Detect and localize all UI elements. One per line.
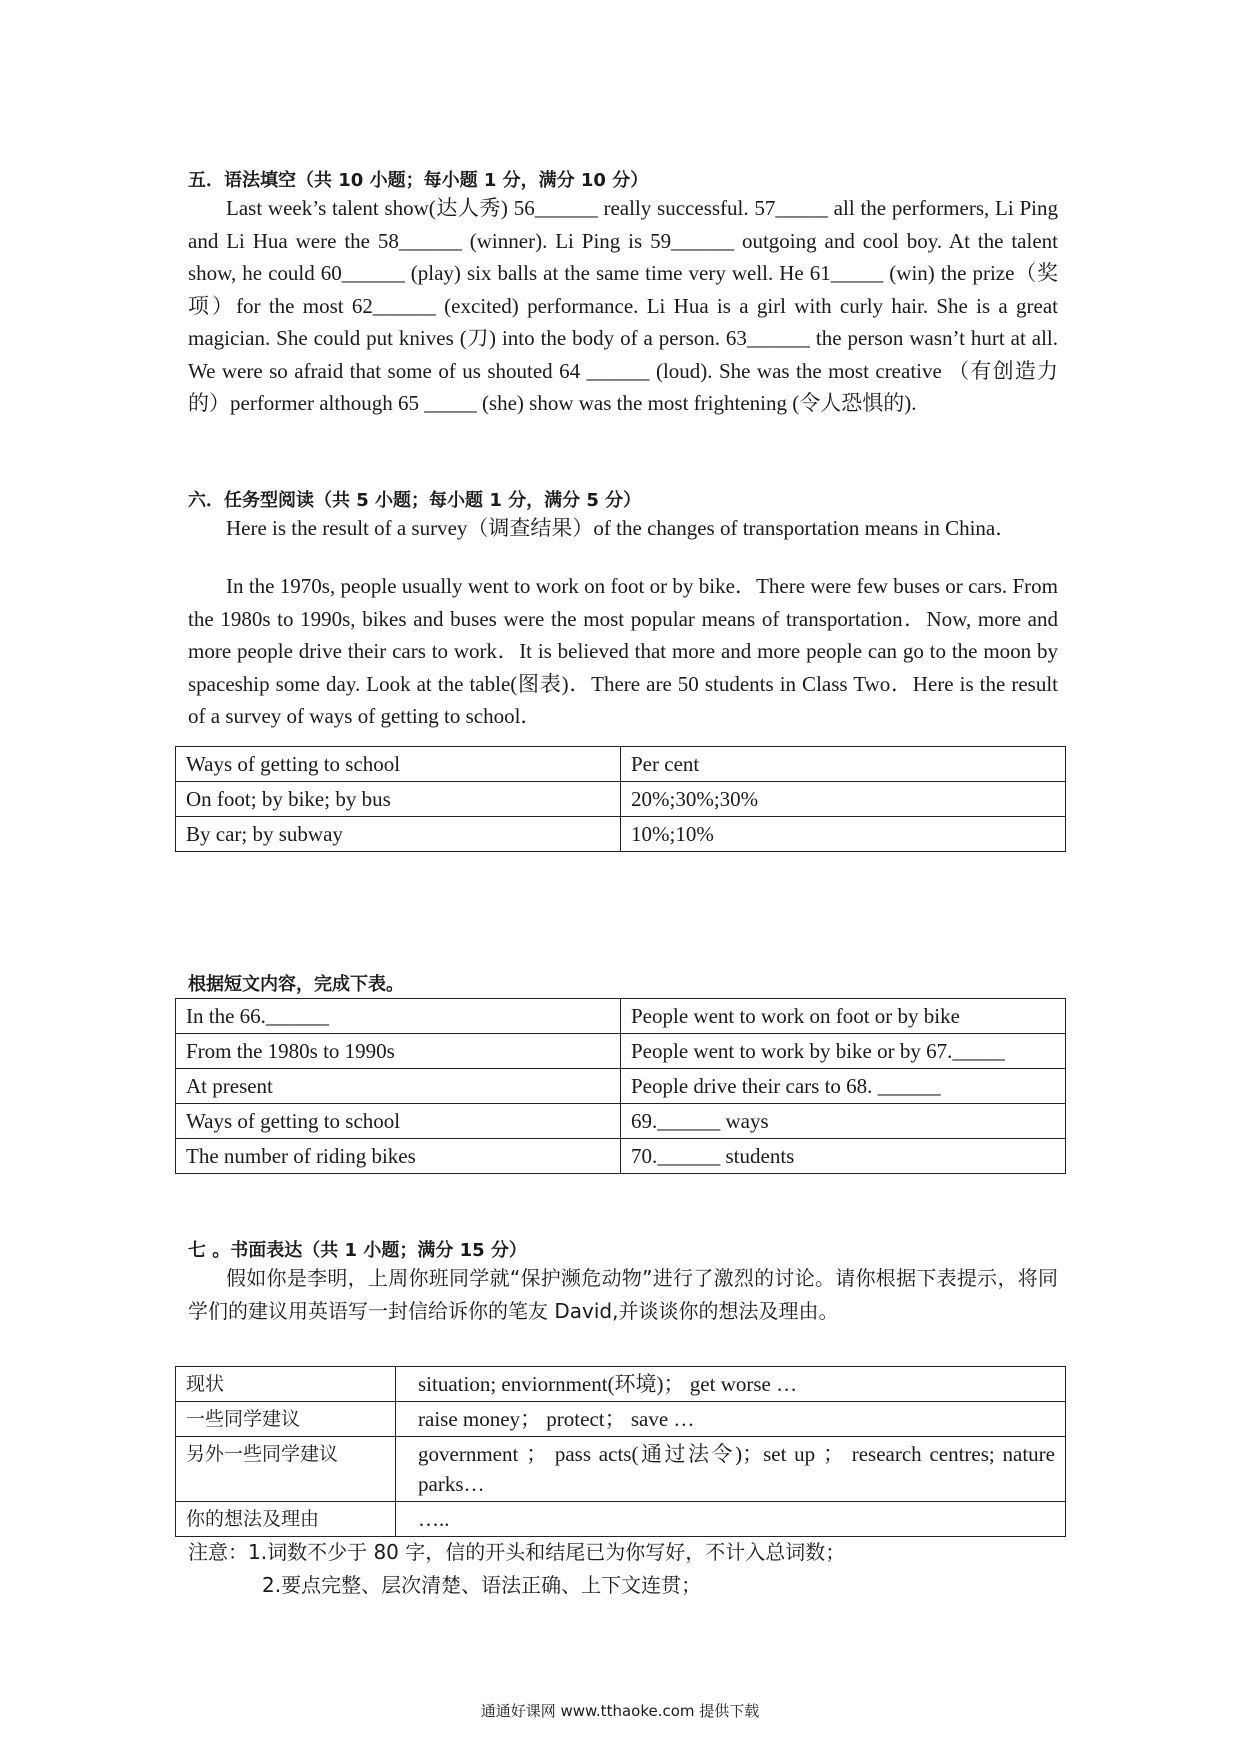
table-cell: People went to work by bike or by 67._____ (621, 1034, 1066, 1069)
table-cell: People drive their cars to 68. ______ (621, 1069, 1066, 1104)
table-row (176, 1139, 1066, 1174)
table-cell: 一些同学建议 (176, 1402, 396, 1437)
table-cell: situation; enviornment(环境)； get worse … (396, 1367, 1066, 1402)
table-cell: At present (176, 1069, 621, 1104)
table-row (176, 747, 1066, 782)
table-row (176, 1402, 1066, 1437)
table-cell: 69.______ ways (621, 1104, 1066, 1139)
table-row (176, 1069, 1066, 1104)
section-5-passage: Last week’s talent show(达人秀) 56______ really successful. 57_____ all the performers, Li Ping and Li Hua were the 58______ (winner). Li Ping is 59______ outgoing and cool boy. At the talent show, he could 60______ (play) six balls at the same time very well. He 61_____ (win) the prize（奖项）for the most 62______ (excited) performance. Li Hua is a girl with curly hair. She is a great magician. She could put knives (刀) into the body of a person. 63______ the person wasn’t hurt at all. We were so afraid that some of us shouted 64 ______ (loud). She was the most creative （有创造力的）performer although 65 _____ (she) show was the most frightening (令人恐惧的). (188, 196, 1058, 415)
task-table (175, 998, 1066, 1174)
section-7-heading: 七 。书面表达（共 1 小题；满分 15 分） (188, 1240, 527, 1261)
table-row (176, 817, 1066, 852)
table-row (176, 1367, 1066, 1402)
task-instruction: 根据短文内容，完成下表。 (188, 974, 404, 995)
note-line-1: 注意：1.词数不少于 80 字，信的开头和结尾已为你写好，不计入总词数； (188, 1540, 846, 1564)
table-row (176, 1502, 1066, 1537)
note-line-2: 2.要点完整、层次清楚、语法正确、上下文连贯； (262, 1573, 702, 1597)
table-cell: Ways of getting to school (176, 1104, 621, 1139)
table-row (176, 999, 1066, 1034)
table-cell: The number of riding bikes (176, 1139, 621, 1174)
table-row (176, 782, 1066, 817)
table-cell: By car; by subway (176, 817, 621, 852)
download-footer: 通通好课网 www.tthaoke.com 提供下载 (480, 1702, 760, 1720)
section-5-heading: 五．语法填空（共 10 小题；每小题 1 分，满分 10 分） (188, 170, 649, 191)
table-cell: government ； pass acts(通过法令)；set up ； research centres; nature parks… (396, 1437, 1066, 1502)
writing-hint-table (175, 1366, 1066, 1537)
table-cell: Ways of getting to school (176, 747, 621, 782)
section-6-intro: Here is the result of a survey（调查结果）of the changes of transportation means in China． (226, 516, 1017, 540)
section-6-passage: In the 1970s, people usually went to work on foot or by bike．There were few buses or cars. From the 1980s to 1990s, bikes and buses were the most popular means of transportation．Now, more and more people drive their cars to work．It is believed that more and more people can go to the moon by spaceship some day. Look at the table(图表)．There are 50 students in Class Two．Here is the result of a survey of ways of getting to school． (188, 574, 1058, 728)
section-6-heading: 六．任务型阅读（共 5 小题；每小题 1 分，满分 5 分） (188, 490, 642, 511)
table-cell: Per cent (621, 747, 1066, 782)
table-cell: 10%;10% (621, 817, 1066, 852)
table-cell: People went to work on foot or by bike (621, 999, 1066, 1034)
table-row (176, 1104, 1066, 1139)
table-cell: raise money； protect； save … (396, 1402, 1066, 1437)
table-cell: 另外一些同学建议 (176, 1437, 396, 1502)
table-cell: From the 1980s to 1990s (176, 1034, 621, 1069)
survey-table (175, 746, 1066, 852)
table-cell: 现状 (176, 1367, 396, 1402)
table-cell: 你的想法及理由 (176, 1502, 396, 1537)
table-row (176, 1437, 1066, 1502)
writing-prompt: 假如你是李明，上周你班同学就“保护濒危动物”进行了激烈的讨论。请你根据下表提示，将同学们的建议用英语写一封信给诉你的笔友 David,并谈谈你的想法及理由。 (188, 1266, 1058, 1323)
table-cell: 20%;30%;30% (621, 782, 1066, 817)
table-cell: On foot; by bike; by bus (176, 782, 621, 817)
table-cell: In the 66.______ (176, 999, 621, 1034)
table-cell: 70.______ students (621, 1139, 1066, 1174)
table-cell: ….. (396, 1502, 1066, 1537)
table-row (176, 1034, 1066, 1069)
